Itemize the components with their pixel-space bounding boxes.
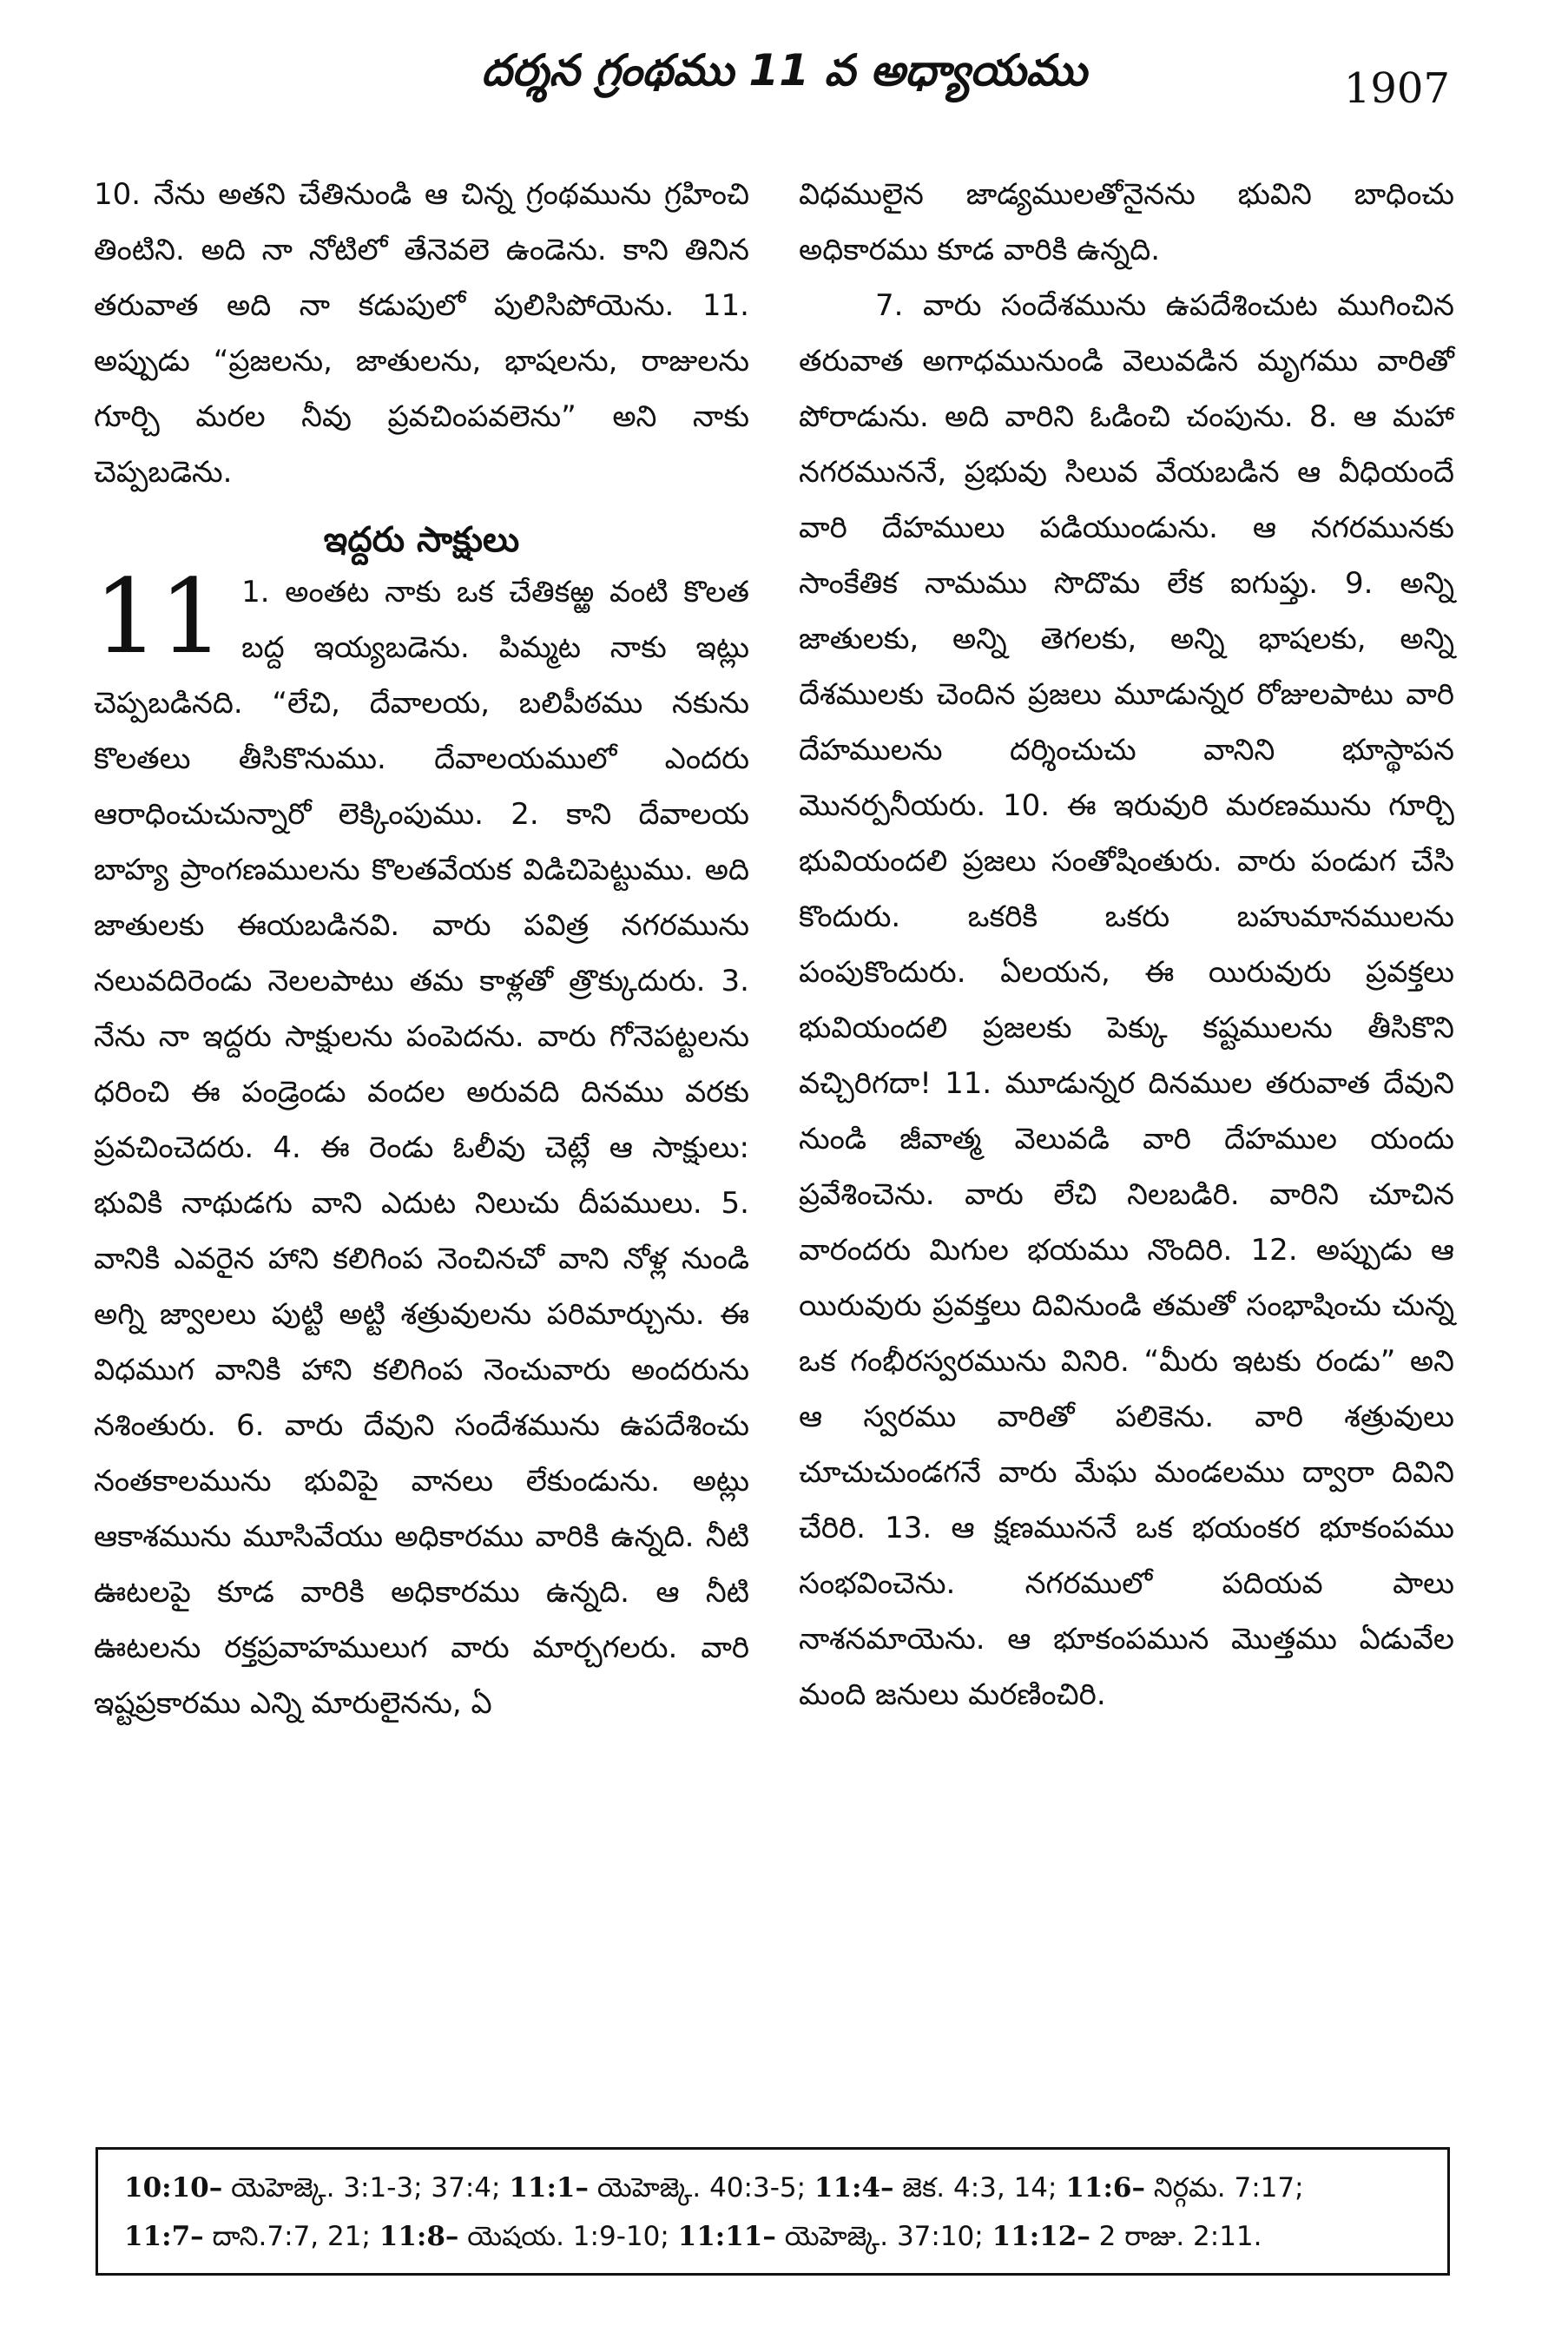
reference-text: నిర్గమ. 7:17; <box>1144 2172 1304 2204</box>
references-line-2 <box>124 2212 1421 2261</box>
reference-label: 11:7– <box>124 2221 204 2252</box>
reference-text: యెహెజ్కె. 40:3-5; <box>589 2172 814 2204</box>
page-number: 1907 <box>1343 64 1450 113</box>
reference-text: 2 రాజు. 2:11. <box>1090 2221 1262 2252</box>
reference-label: 11:6– <box>1065 2172 1145 2204</box>
references-line-1 <box>124 2164 1421 2212</box>
verse-paragraph <box>94 557 749 1731</box>
left-column <box>94 167 749 1731</box>
chapter-number: 11 <box>94 557 225 676</box>
reference-text: యెషయ. 1:9-10; <box>458 2221 678 2252</box>
reference-text: దాని.7:7, 21; <box>203 2221 379 2252</box>
verse-paragraph: విధములైన జాడ్యములతోనైనను భువిని బాధించు అధికారము కూడ వారికి ఉన్నది. <box>799 177 1454 267</box>
reference-label: 11:4– <box>814 2172 894 2204</box>
verse-text: 1. అంతట నాకు ఒక చేతికఱ్ఱ వంటి కొలత బద్ద ఇయ్యబడెను. పిమ్మట నాకు ఇట్లు చెప్పబడినది. “లేచి, దేవాలయ, బలిపీఠము నకును కొలతలు తీసికొనుము. దేవాలయములో ఎందరు ఆరాధించుచున్నారో లెక్కింపుము. 2. కాని దేవాలయ బాహ్య ప్రాంగణములను కొలతవేయక విడిచిపెట్టుము. అది జాతులకు ఈయబడినవి. వారు పవిత్ర నగరమును నలువదిరెండు నెలలపాటు తమ కాళ్లతో త్రొక్కుదురు. 3. నేను నా ఇద్దరు సాక్షులను పంపెదను. వారు గోనెపట్టలను ధరించి ఈ పండ్రెండు వందల అరువది దినము వరకు ప్రవచించెదరు. 4. ఈ రెండు ఓలీవు చెట్లే ఆ సాక్షులు: భువికి నాథుడగు వాని ఎదుట నిలుచు దీపములు. 5. వానికి ఎవరైన హాని కలిగింప నెంచినచో వాని నోళ్ల నుండి అగ్ని జ్వాలలు పుట్టి అట్టి శత్రువులను పరిమార్చును. ఈ విధముగ వానికి హాని కలిగింప నెంచువారు అందరును నశింతురు. 6. వారు దేవుని సందేశమును ఉపదేశించు నంతకాలమును భువిపై వానలు లేకుండును. అట్లు ఆకాశమును మూసివేయు అధికారము వారికి ఉన్నది. నీటి ఊటలపై కూడ వారికి అధికారము ఉన్నది. ఆ నీటి ఊటలను రక్తప్రవాహములుగ వారు మార్చగలరు. వారి ఇష్టప్రకారము ఎన్ని మారులైనను, ఏ <box>94 575 749 1721</box>
reference-text: యెహెజ్కె. 37:10; <box>775 2221 992 2252</box>
right-column <box>799 167 1454 1723</box>
reference-label: 10:10– <box>124 2172 223 2204</box>
cross-references-box <box>96 2147 1450 2276</box>
reference-label: 11:8– <box>379 2221 459 2252</box>
page-title: దర్శన గ్రంథము 11 వ అధ్యాయము <box>481 45 1087 96</box>
verse-paragraph: 7. వారు సందేశమును ఉపదేశించుట ముగించిన తరువాత అగాధమునుండి వెలువడిన మృగము వారితో పోరాడును. అది వారిని ఓడించి చంపును. 8. ఆ మహా నగరముననే, ప్రభువు సిలువ వేయబడిన ఆ వీధియందే వారి దేహములు పడియుండును. ఆ నగరమునకు సాంకేతిక నామము సొదొమ లేక ఐగుప్తు. 9. అన్ని జాతులకు, అన్ని తెగలకు, అన్ని భాషలకు, అన్ని దేశములకు చెందిన ప్రజలు మూడున్నర రోజులపాటు వారి దేహములను దర్శించుచు వానిని భూస్థాపన మొనర్పనీయరు. 10. ఈ ఇరువురి మరణమును గూర్చి భువియందలి ప్రజలు సంతోషింతురు. వారు పండుగ చేసి కొందురు. ఒకరికి ఒకరు బహుమానములను పంపుకొందురు. ఏలయన, ఈ యిరువురు ప్రవక్తలు భువియందలి ప్రజలకు పెక్కు కష్టములను తీసికొని వచ్చిరిగదా! 11. మూడున్నర దినముల తరువాత దేవుని నుండి జీవాత్మ వెలువడి వారి దేహముల యందు ప్రవేశించెను. వారు లేచి నిలబడిరి. వారిని చూచిన వారందరు మిగుల భయము నొందిరి. 12. అప్పుడు ఆ యిరువురు ప్రవక్తలు దివినుండి తమతో సంభాషించు చున్న ఒక గంభీరస్వరమును వినిరి. “మీరు ఇటకు రండు” అని ఆ స్వరము వారితో పలికెను. వారి శత్రువులు చూచుచుండగనే వారు మేఘ మండలము ద్వారా దివిని చేరిరి. 13. ఆ క్షణముననే ఒక భయంకర భూకంపము సంభవించెను. నగరములో పదియవ పాలు నాశనమాయెను. ఆ భూకంపమున మొత్తము ఏడువేల మంది జనులు మరణించిరి. <box>799 288 1454 1712</box>
section-heading: ఇద్దరు సాక్షులు <box>323 520 520 560</box>
reference-label: 11:1– <box>509 2172 589 2204</box>
verse-paragraph: 10. నేను అతని చేతినుండి ఆ చిన్న గ్రంథమును గ్రహించి తింటిని. అది నా నోటిలో తేనెవలె ఉండెను. కాని తినిన తరువాత అది నా కడుపులో పులిసిపోయెను. 11. అప్పుడు “ప్రజలను, జాతులను, భాషలను, రాజులను గూర్చి మరల నీవు ప్రవచింపవలెను” అని నాకు చెప్పబడెను. <box>94 177 749 490</box>
reference-text: యెహెజ్కె. 3:1-3; 37:4; <box>222 2172 510 2204</box>
reference-label: 11:12– <box>992 2221 1090 2252</box>
reference-text: జెక. 4:3, 14; <box>893 2172 1066 2204</box>
reference-label: 11:11– <box>677 2221 776 2252</box>
